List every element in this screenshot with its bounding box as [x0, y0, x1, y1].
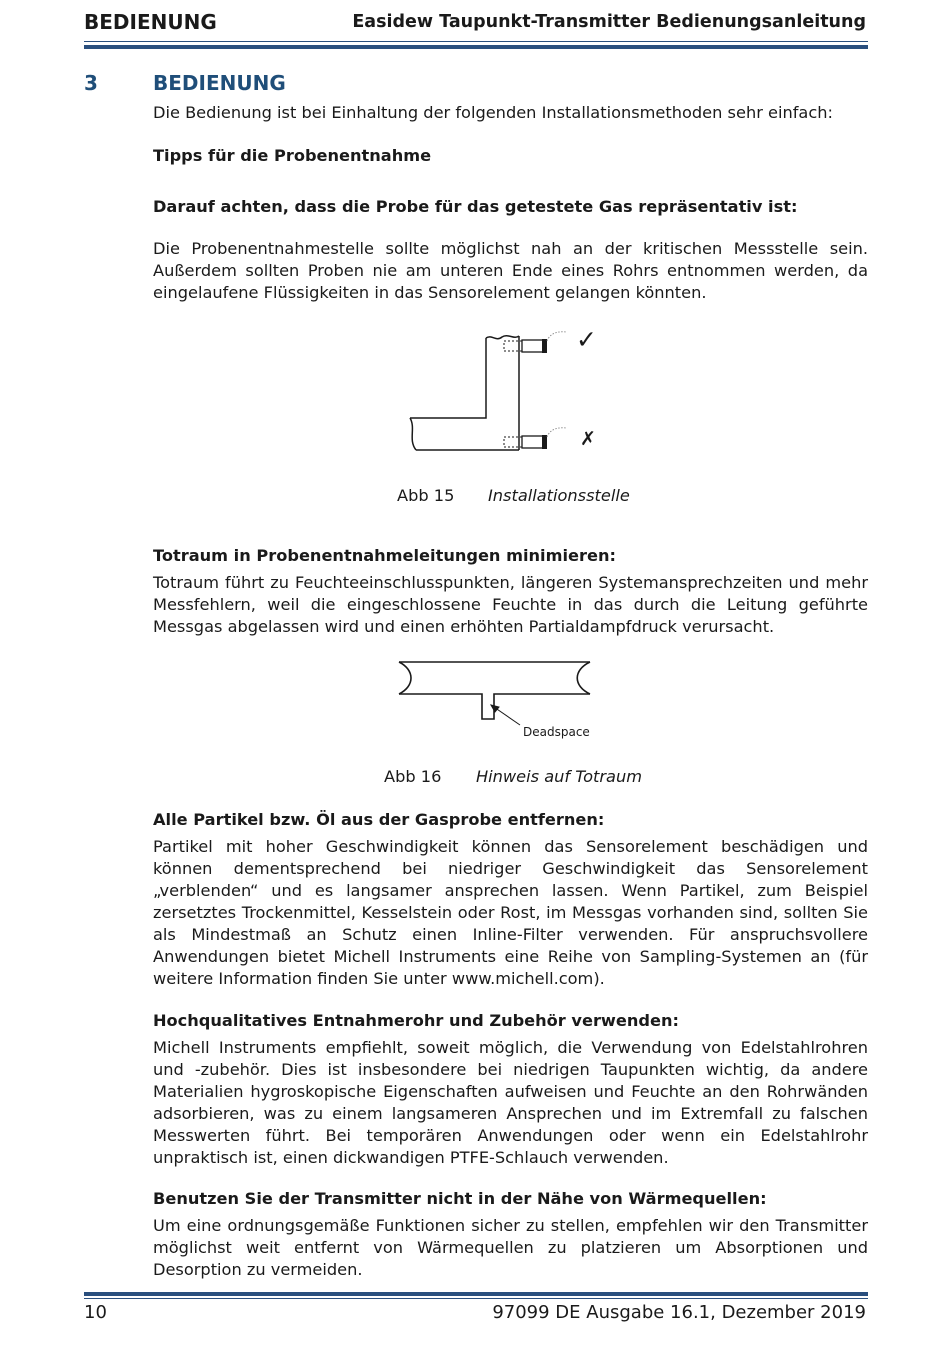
deadspace-label: Deadspace: [523, 725, 590, 739]
tips-heading: Tipps für die Probenentnahme: [153, 146, 432, 165]
figure15-bad-mark: ✗: [580, 428, 596, 450]
block1-heading: Darauf achten, dass die Probe für das getestete Gas repräsentativ ist:: [153, 197, 798, 216]
figure16-number: Abb 16: [384, 767, 442, 786]
figure15-caption: Installationsstelle: [488, 486, 630, 505]
block2-text: Totraum führt zu Feuchteeinschlusspunkten, längeren Systemansprechzeiten und mehr Messfehlern, weil die eingeschlossene Feuchte in das durch die Leitung geführte Messgas abgelassen wird und einen erhöhten Partialdampfdruck verursacht.: [153, 573, 868, 636]
block4-text: Michell Instruments empfiehlt, soweit möglich, die Verwendung von Edelstahlrohren und -zubehör. Dies ist insbesondere bei niedrigen Taupunkten wichtig, da andere Materialien hygroskopische Eigenschaften aufweisen und Feuchte an den Rohrwänden adsorbieren, was zu einem langsameren Ansprechen und im Extremfall zu falschen Messwerten führt. Bei temporären Anwendungen oder wenn ein Edelstahlrohr unpraktisch ist, einen dickwandigen PTFE-Schlauch verwenden.: [153, 1038, 868, 1167]
header-rule-thick: [84, 45, 868, 49]
footer-rule-thick: [84, 1292, 868, 1296]
block1-text: Die Probenentnahmestelle sollte möglichst nah an der kritischen Messstelle sein. Außerdem sollten Proben nie am unteren Ende eines Rohrs entnommen werden, da eingelaufene Flüssigkeiten in das Sensorelement gelangen könnten.: [153, 239, 868, 302]
header-rule-thin: [84, 41, 868, 42]
footer-rule-thin: [84, 1298, 868, 1299]
block4-heading: Hochqualitatives Entnahmerohr und Zubehör verwenden:: [153, 1011, 679, 1030]
block3-heading: Alle Partikel bzw. Öl aus der Gasprobe entfernen:: [153, 810, 605, 829]
figure15-ok-mark: ✓: [576, 325, 597, 354]
figure15-number: Abb 15: [397, 486, 455, 505]
block3-text: Partikel mit hoher Geschwindigkeit können das Sensorelement beschädigen und können dementsprechend bei niedriger Geschwindigkeit das Sensorelement „verblenden“ und es langsamer ansprechen lassen. Wenn Partikel, zum Beispiel zersetztes Trockenmittel, Kesselstein oder Rost, im Messgas vorhanden sind, sollten Sie als Mindestmaß an Schutz einen Inline-Filter verwenden. Für anspruchsvollere Anwendungen bietet Michell Instruments eine Reihe von Sampling-Systemen an (für weitere Information finden Sie unter www.michell.com).: [153, 837, 868, 988]
document-edition: 97099 DE Ausgabe 16.1, Dezember 2019: [492, 1302, 866, 1323]
figure16-caption: Hinweis auf Totraum: [476, 767, 642, 786]
block2-heading: Totraum in Probenentnahmeleitungen minimieren:: [153, 546, 616, 565]
section-title: BEDIENUNG: [153, 71, 286, 95]
header-document-title: Easidew Taupunkt-Transmitter Bedienungsanleitung: [352, 12, 866, 32]
block5-heading: Benutzen Sie der Transmitter nicht in der Nähe von Wärmequellen:: [153, 1189, 767, 1208]
header-chapter-title: BEDIENUNG: [84, 10, 217, 34]
section-number: 3: [84, 71, 98, 95]
page-number: 10: [84, 1302, 107, 1323]
section-intro: Die Bedienung ist bei Einhaltung der folgenden Installationsmethoden sehr einfach:: [153, 103, 833, 122]
block5-text: Um eine ordnungsgemäße Funktionen sicher zu stellen, empfehlen wir den Transmitter möglichst weit entfernt von Wärmequellen zu platzieren um Absorptionen und Desorption zu vermeiden.: [153, 1216, 868, 1279]
